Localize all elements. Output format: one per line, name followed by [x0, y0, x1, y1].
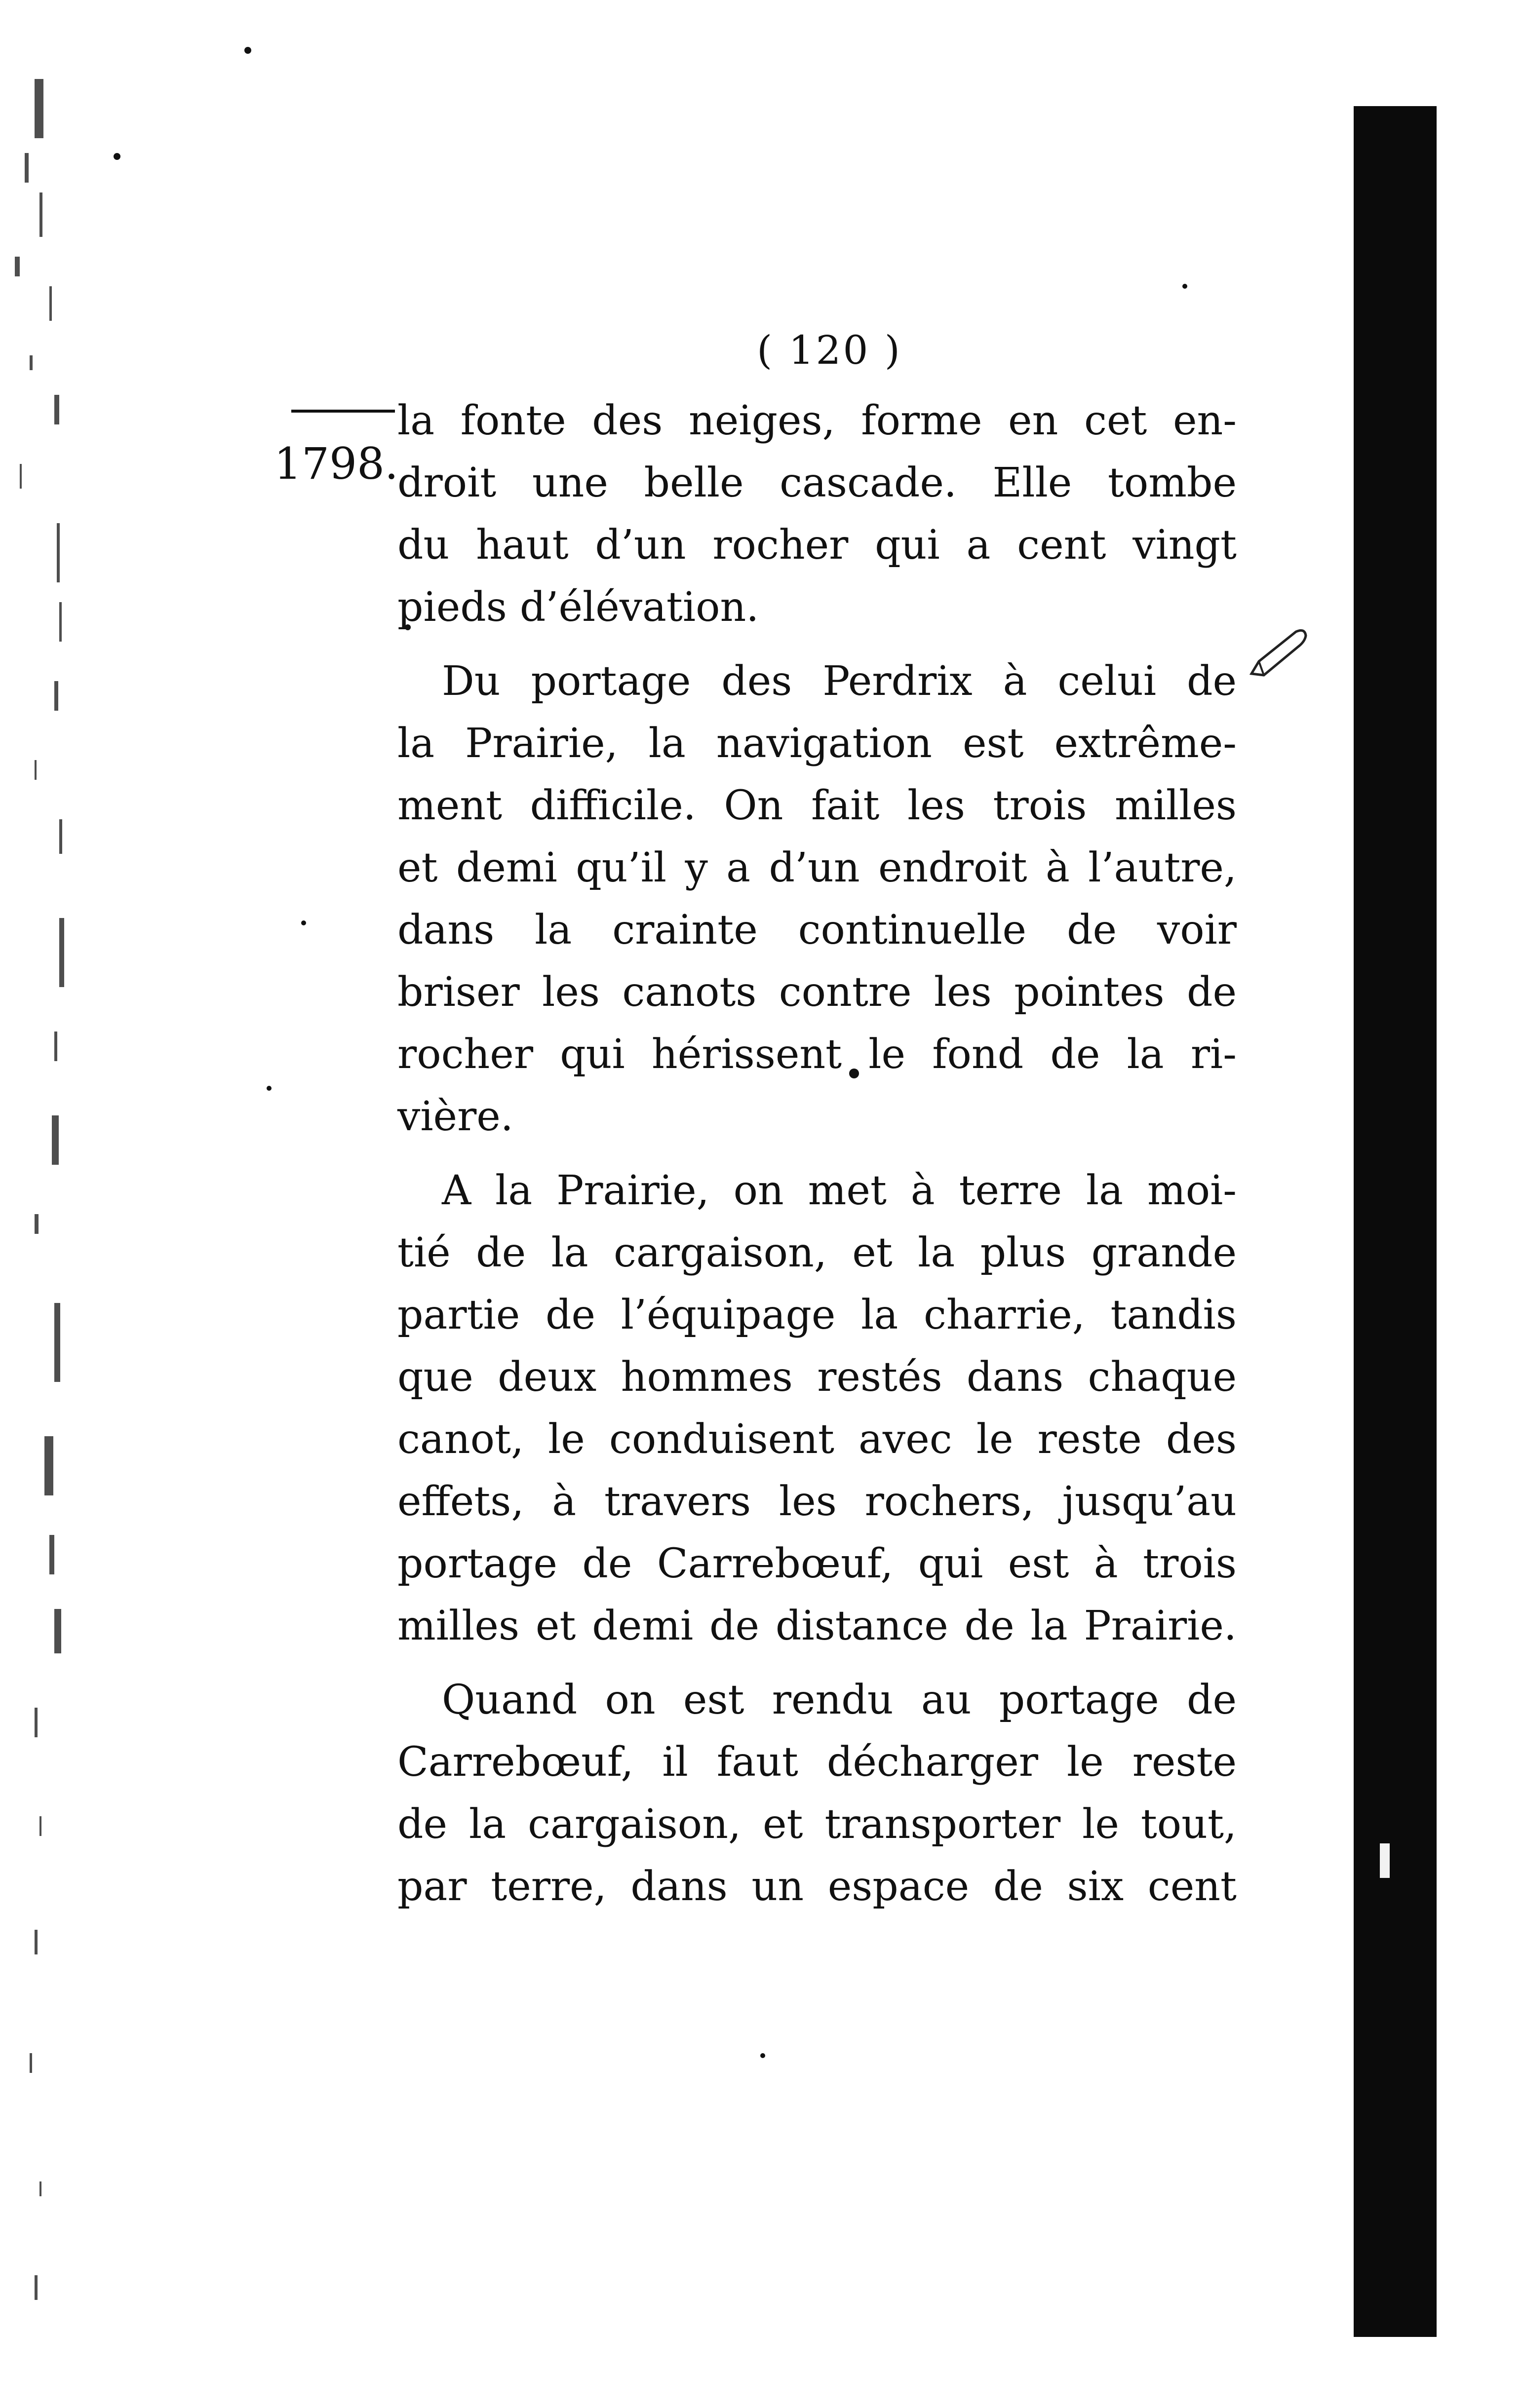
text-line: A la Prairie, on met à terre la moi-: [442, 1167, 1237, 1214]
text-line: Du portage des Perdrix à celui de: [442, 658, 1237, 705]
scan-speck: [267, 1086, 272, 1091]
body-text: [397, 390, 1237, 1918]
text-line: Quand on est rendu au portage de: [442, 1677, 1237, 1723]
margin-rule: [291, 410, 395, 413]
scan-speck: [301, 920, 306, 925]
scan-edge-notch: [1380, 1843, 1390, 1878]
text-line: effets, à travers les rochers, jusqu’au: [397, 1478, 1237, 1525]
margin-note-year: 1798.: [274, 438, 398, 489]
text-line: ment difficile. On fait les trois milles: [397, 782, 1237, 829]
text-line: vière.: [397, 1093, 513, 1140]
paragraph: [397, 1160, 1237, 1657]
scan-gutter-noise: [5, 79, 79, 2349]
text-line: portage de Carrebœuf, qui est à trois: [397, 1540, 1237, 1587]
text-line: Carrebœuf, il faut décharger le reste: [397, 1739, 1237, 1786]
text-line: par terre, dans un espace de six cent: [397, 1863, 1237, 1910]
text-line: canot, le conduisent avec le reste des: [397, 1416, 1237, 1463]
text-line: milles et demi de distance de la Prairie.: [397, 1603, 1237, 1649]
text-line: partie de l’équipage la charrie, tandis: [397, 1292, 1237, 1338]
pencil-annotation-icon: [1247, 627, 1311, 681]
paragraph: [397, 1669, 1237, 1918]
text-line: tié de la cargaison, et la plus grande: [397, 1229, 1237, 1276]
paragraph: [397, 650, 1237, 1148]
scan-speck: [244, 47, 251, 54]
text-line: et demi qu’il y a d’un endroit à l’autre,: [397, 844, 1237, 891]
text-line: briser les canots contre les pointes de: [397, 969, 1237, 1016]
scan-speck: [1182, 284, 1187, 289]
text-line: rocher qui hérissent le fond de la ri-: [397, 1031, 1237, 1078]
text-line: dans la crainte continuelle de voir: [397, 907, 1237, 954]
scan-speck: [760, 2053, 765, 2058]
page-number: ( 120 ): [757, 327, 902, 373]
text-line: la fonte des neiges, forme en cet en-: [397, 397, 1237, 444]
text-line: la Prairie, la navigation est extrême-: [397, 720, 1237, 767]
text-line: pieds d’élévation.: [397, 584, 759, 631]
text-line: que deux hommes restés dans chaque: [397, 1354, 1237, 1401]
text-line: du haut d’un rocher qui a cent vingt: [397, 522, 1237, 569]
text-line: de la cargaison, et transporter le tout,: [397, 1801, 1237, 1848]
scan-speck: [114, 153, 120, 160]
scan-edge-bar: [1354, 106, 1437, 2337]
text-line: droit une belle cascade. Elle tombe: [397, 459, 1237, 506]
paragraph: [397, 390, 1237, 639]
